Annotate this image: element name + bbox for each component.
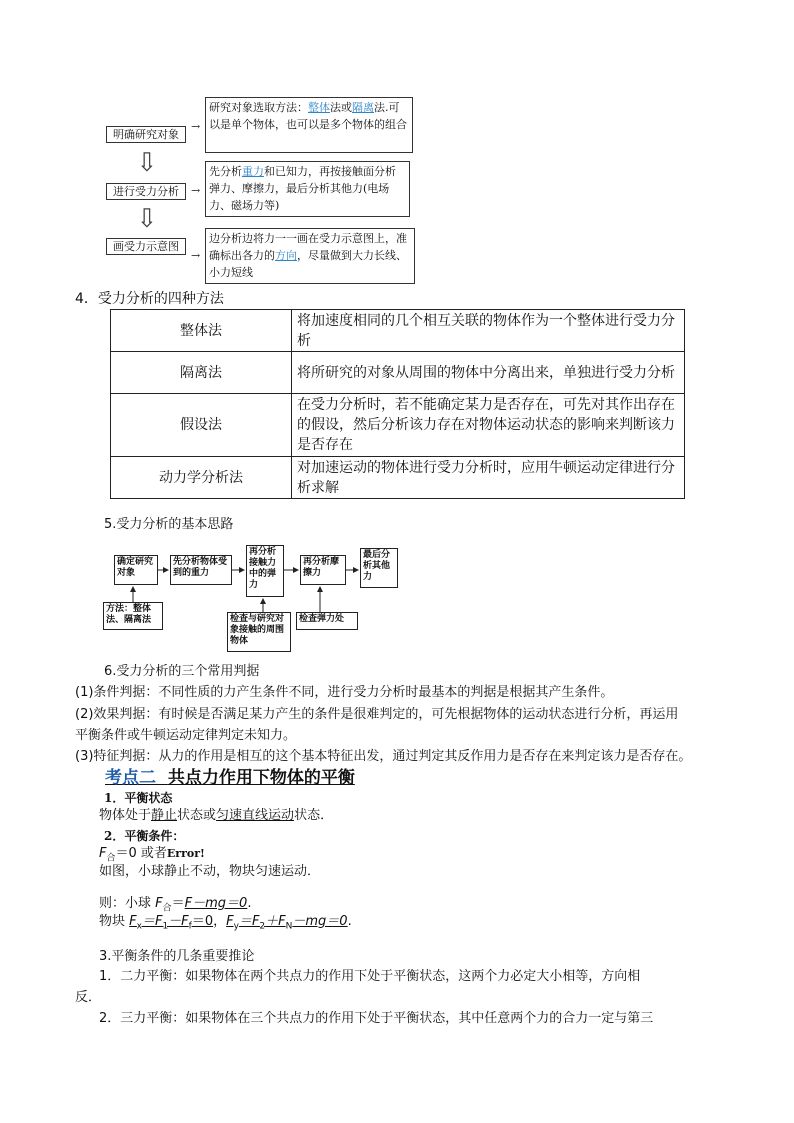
balance-ball-equation: 则：小球 $F_合=F-mg=0$. — [99, 896, 252, 914]
right-arrow-icon: → — [191, 249, 201, 262]
method-name: 动力学分析法 — [111, 457, 292, 499]
right-arrow-icon: → — [191, 184, 201, 197]
section-label: 考点二 — [105, 768, 156, 788]
flow-step-label: 明确研究对象 — [113, 128, 179, 141]
flow2-box-gravity: 先分析物体受到的重力 — [170, 555, 232, 585]
flow-note-analysis-order: 先分析重力和已知力，再按接触面分析弹力、摩擦力，最后分析其他力(电场力、磁场力等) — [205, 161, 410, 217]
criterion-3: (3)特征判据：从力的作用是相互的这个基本特征出发，通过判定其反作用力是否存在来判定该力是否存在。 — [75, 749, 692, 764]
method-description: 在受力分析时，若不能确定某力是否存在，可先对其作出存在的假设，然后分析该力存在对物体运动状态的影响来判断该力是否存在 — [292, 394, 685, 457]
flow2-box-elastic: 再分析接触力中的弹力 — [246, 545, 284, 597]
corollary-1b: 反． — [75, 990, 102, 1005]
method-name: 假设法 — [111, 394, 292, 457]
flow2-box-other: 最后分析其他力 — [360, 548, 398, 588]
flow2-note-check-elastic: 检查弹力处 — [296, 612, 358, 630]
section-title-text: 共点力作用下物体的平衡 — [167, 768, 355, 788]
down-arrow-icon: ⇩ — [136, 204, 158, 234]
flow-note-draw-method: 边分析边将力一一画在受力示意图上，准确标出各力的方向，尽量做到大力长线、小力短线 — [205, 228, 415, 284]
criterion-1: (1)条件判据：不同性质的力产生条件不同，进行受力分析时最基本的判据是根据其产生条件。 — [75, 685, 614, 700]
method-description: 对加速运动的物体进行受力分析时，应用牛顿运动定律进行分析求解 — [292, 457, 685, 499]
balance-state: 物体处于静止状态或匀速直线运动状态． — [99, 808, 334, 823]
flow-step-label: 画受力示意图 — [113, 240, 179, 253]
flow-note-select-method: 研究对象选取方法：整体法或隔离法.可以是单个物体，也可以是多个物体的组合 — [205, 97, 413, 153]
criterion-2a: (2)效果判据：有时候是否满足某力产生的条件是很难判定的，可先根据物体的运动状态进行分析，再运用 — [75, 707, 679, 722]
balance-heading-2: 2．平衡条件： — [104, 829, 185, 843]
corollary-2: 2．三力平衡：如果物体在三个共点力的作用下处于平衡状态，其中任意两个力的合力一定与第三 — [99, 1011, 654, 1026]
corollaries-heading: 3.平衡条件的几条重要推论 — [99, 949, 255, 964]
balance-example: 如图，小球静止不动，物块匀速运动． — [99, 864, 321, 879]
flow2-box-friction: 再分析摩擦力 — [300, 555, 346, 585]
flow2-note-method: 方法：整体法、隔离法 — [103, 602, 163, 630]
down-arrow-icon: ⇩ — [136, 148, 158, 178]
method-name: 整体法 — [111, 310, 292, 352]
flow-step-label: 进行受力分析 — [113, 185, 179, 198]
method-description: 将所研究的对象从周围的物体中分离出来，单独进行受力分析 — [292, 352, 685, 394]
criteria-heading: 6.受力分析的三个常用判据 — [104, 664, 260, 679]
basic-approach-heading: 5.受力分析的基本思路 — [104, 517, 234, 532]
method-description: 将加速度相同的几个相互关联的物体作为一个整体进行受力分析 — [292, 310, 685, 352]
balance-heading-1: 1．平衡状态 — [104, 791, 173, 805]
balance-block-equation: 物块 $F_x=F_1-F_f=0$，$F_y=F_2+F_N-mg=0$. — [99, 914, 352, 932]
method-name: 隔离法 — [111, 352, 292, 394]
section-title — [105, 767, 355, 789]
criterion-2b: 平衡条件或牛顿运动定律判定未知力。 — [75, 728, 297, 743]
balance-condition: $F_合=0$ 或者Error! — [99, 846, 205, 864]
corollary-1a: 1．二力平衡：如果物体在两个共点力的作用下处于平衡状态，这两个力必定大小相等，方向相 — [99, 969, 641, 984]
methods-heading: 4．受力分析的四种方法 — [75, 291, 224, 307]
flow2-box-identify: 确定研究对象 — [114, 555, 158, 585]
right-arrow-icon: → — [191, 120, 201, 133]
flow2-note-check-contact: 检查与研究对象接触的周围物体 — [227, 612, 291, 652]
